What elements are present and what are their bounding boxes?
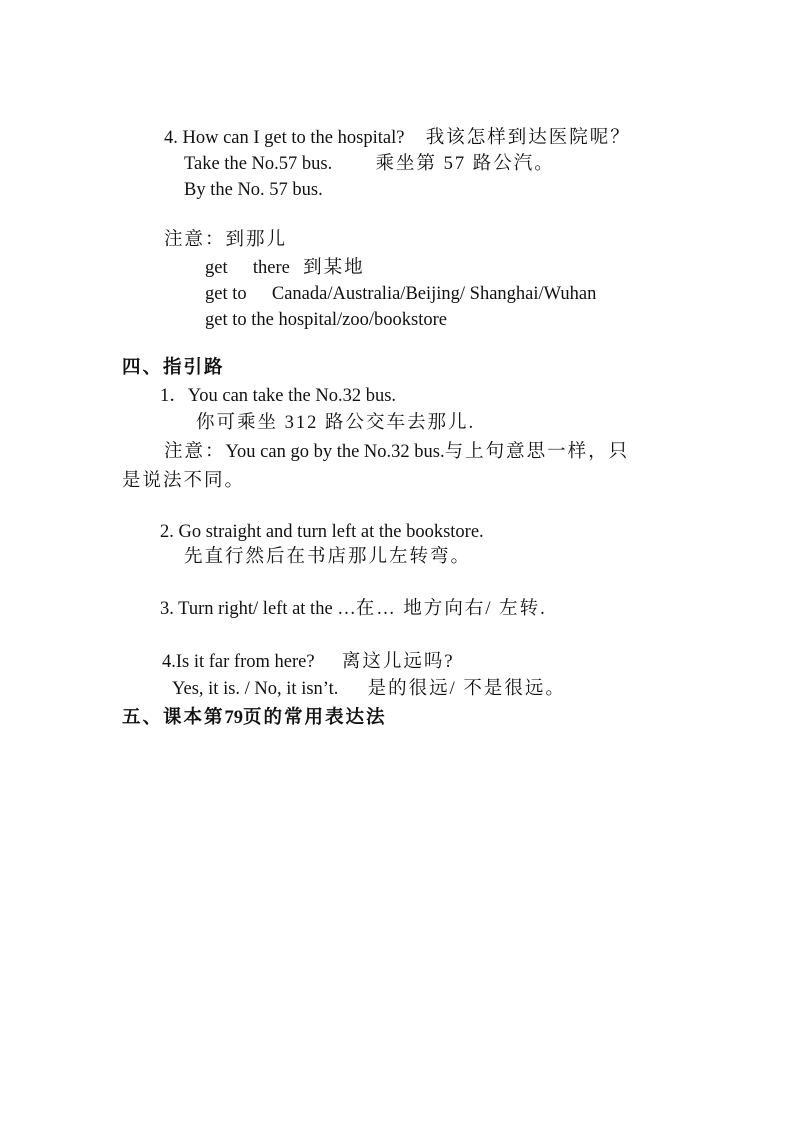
item-3-en: 3. Turn right/ left at the …	[160, 599, 356, 619]
item-1-en: 1．You can take the No.32 bus.	[160, 386, 397, 406]
item-1	[160, 384, 396, 408]
note-line-3	[205, 308, 447, 332]
section-4-heading	[122, 356, 225, 380]
item-1-translation	[196, 411, 475, 435]
item-1-note-zh: 与上句意思一样，只	[444, 442, 630, 462]
section-5-heading-num: 79	[224, 708, 244, 728]
item-1-note	[164, 440, 629, 464]
item-4-answer	[172, 677, 566, 701]
section-5-heading-a: 五、课本第	[122, 708, 225, 728]
item-1-zh: 你可乘坐 312 路公交车去那儿.	[196, 413, 476, 433]
section-5-heading-b: 页的常用表达法	[243, 708, 387, 728]
item-1-note-cont-text: 是说法不同。	[122, 471, 246, 491]
note-line-2-b: Canada/Australia/Beijing/ Shanghai/Wuhan	[271, 284, 597, 304]
item-1-note-continued	[122, 469, 245, 493]
item-4	[162, 650, 455, 674]
section-5-heading	[122, 706, 387, 730]
answer-1-zh: 乘坐第 57 路公汽。	[375, 154, 555, 174]
item-1-note-label: 注意：	[164, 442, 226, 462]
item-1-note-en: You can go by the No.32 bus.	[225, 442, 445, 462]
answer-2-en: By the No. 57 bus.	[184, 180, 323, 200]
question-4-en: 4. How can I get to the hospital?	[164, 128, 405, 148]
note-line-1-b: there	[252, 258, 290, 278]
note-line-1	[205, 256, 365, 280]
note-get-there	[164, 228, 287, 252]
question-4	[164, 126, 631, 150]
item-3-zh: 在… 地方向右/ 左转.	[355, 599, 547, 619]
note-line-2	[205, 282, 596, 306]
note-get-there-text: 注意：到那儿	[164, 230, 288, 250]
item-3	[160, 597, 547, 621]
answer-1	[184, 152, 555, 176]
item-2-translation	[184, 545, 471, 569]
answer-1-en: Take the No.57 bus.	[184, 154, 333, 174]
note-line-2-a: get to	[205, 284, 247, 304]
question-4-zh: 我该怎样到达医院呢？	[425, 128, 631, 148]
item-4-answer-zh: 是的很远/ 不是很远。	[367, 679, 566, 699]
note-line-1-zh: 到某地	[303, 258, 365, 278]
note-line-3-text: get to the hospital/zoo/bookstore	[205, 310, 447, 330]
item-4-en: 4.Is it far from here?	[162, 652, 315, 672]
item-2-en: 2. Go straight and turn left at the bookstore.	[160, 522, 484, 542]
answer-2	[184, 178, 323, 202]
item-2	[160, 520, 484, 544]
item-4-answer-en: Yes, it is. / No, it isn’t.	[172, 679, 339, 699]
note-line-1-a: get	[205, 258, 228, 278]
item-4-zh: 离这儿远吗?	[341, 652, 455, 672]
item-2-zh: 先直行然后在书店那儿左转弯。	[184, 547, 472, 567]
section-4-heading-text: 四、指引路	[122, 358, 225, 378]
